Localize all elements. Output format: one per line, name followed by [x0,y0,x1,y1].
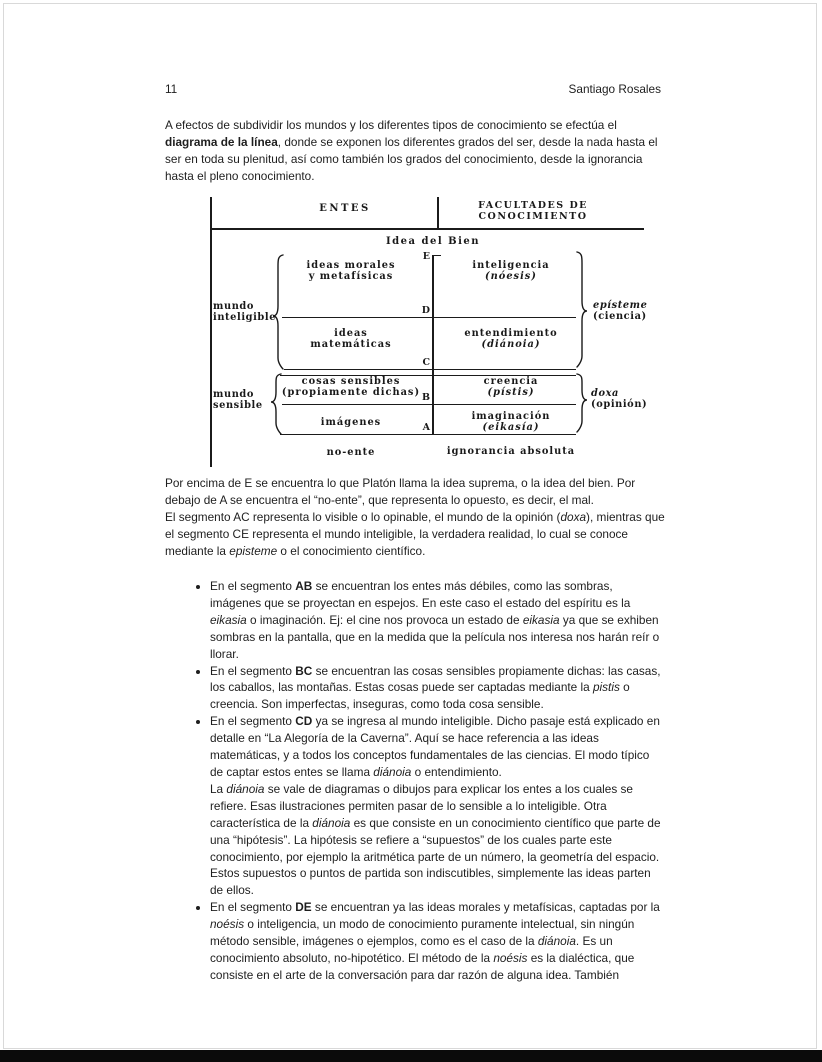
explanation-paragraph: Por encima de E se encuentra lo que Platón llama la idea suprema, o la idea del bien. Por debajo de A se encuentra el “no-ente”, que representa lo opuesto, es decir, el mal. El segmento AC representa lo visible o lo opinable, el mundo de la opinión (doxa), mientras que el segmento CE representa el mundo inteligible, la verdadera realidad, lo cual se conoce mediante la episteme o el conocimiento científico. [165,476,665,558]
cell-entendimiento: entendimiento (diánoia) [464,328,558,350]
mundo-sensible-line1: mundo [213,389,254,400]
cell-imaginacion: imaginación (eikasía) [471,411,551,433]
cell-creencia: creencia (pístis) [483,376,539,398]
segment-bullet-list [165,578,665,984]
division-line-c-upper [284,369,576,371]
mundo-inteligible-line1: mundo [213,301,254,312]
bullet-segment-bc: • En el segmento BC se encuentran las cosas sensibles propiamente dichas: las casas, los caballos, las montañas. Estas cosas puede ser captadas mediante la pistis o creencia. Son imperfectas, inseguras, como toda cosa sensible. [210,663,665,714]
division-line-d [282,317,576,319]
doxa-line1: doxa [591,388,619,399]
intro-paragraph: A efectos de subdividir los mundos y los diferentes tipos de conocimiento se efectúa el diagrama de la línea, donde se exponen los diferentes grados del ser, desde la nada hasta el ser en toda su plenitud, así como también los grados del conocimiento, desde la ignorancia hasta el pleno conocimiento. [165,118,658,183]
bullet-list [165,578,665,984]
episteme-label [593,300,647,322]
axis-top-tick [433,255,441,257]
diagram-header-facultades-line1: FACULTADES DE [478,200,588,211]
diagram-header-rule [210,228,644,230]
cell-cosas-sensibles: cosas sensibles (propiamente dichas) [281,376,421,398]
diagram-left-border [210,197,212,467]
doxa-label [591,388,647,410]
divided-line-diagram [210,197,650,477]
cell-ideas-morales: ideas morales y metafísicas [306,260,396,282]
division-line-a [280,434,576,436]
diagram-header-facultades-line2: CONOCIMIENTO [478,210,588,222]
cell-ideas-matematicas: ideas matemáticas [310,328,392,350]
bullet-segment-cd: • En el segmento CD ya se ingresa al mundo inteligible. Dicho pasaje está explicado en detalle en “La Alegoría de la Caverna”. Aquí se hace referencia a las ideas matemáticas, y a todos los conceptos fundamentales de las ciencias. El modo típico de captar estos entes se llama diánoia o entendimiento. La diánoia se vale de diagramas o dibujos para explicar los entes a los cuales se refiere. Esas ilustraciones permiten pasar de lo sensible a lo inteligible. Otra característica de la diánoia es que consiste en un conocimiento científico que parte de una “hipótesis”. La hipótesis se refiere a “supuestos” de los cuales parte este conocimiento, por ejemplo la aritmética parte de un número, la geometría del espacio. Estos supuestos o puntos de partida son indiscutibles, simplemente las ideas parten de ellos. [210,713,665,899]
diagram-header-divider [437,197,439,229]
cell-imagenes: imágenes [320,417,382,428]
cell-inteligencia: inteligencia (nóesis) [472,260,550,282]
doxa-line2: (opinión) [591,399,648,410]
segment-letter-a: A [422,422,430,433]
episteme-line1: epísteme [593,300,648,311]
no-ente-label: no-ente [326,447,376,458]
diagram-header-facultades [458,201,608,222]
mundo-sensible-line2: sensible [213,400,263,411]
division-line-b [282,404,576,406]
diagram-header-entes: ENTES [319,203,371,214]
segment-letter-d: D [421,305,430,316]
segment-letter-c: C [422,357,430,368]
bottom-black-bar [0,1050,822,1062]
episteme-line2: (ciencia) [593,311,647,322]
author-name: Santiago Rosales [568,82,661,96]
ignorancia-absoluta-label: ignorancia absoluta [446,446,576,457]
idea-del-bien-label: Idea del Bien [385,236,480,247]
mundo-inteligible-label [213,301,276,323]
bullet-segment-de: • En el segmento DE se encuentran ya las ideas morales y metafísicas, captadas por la noésis o inteligencia, un modo de conocimiento puramente intelectual, sin ningún método sensible, imágenes o ejemplos, como es el caso de la diánoia. Es un conocimiento absoluto, no-hipotético. El método de la noésis es la dialéctica, que consiste en el arte de la conversación para dar razón de alguna idea. También [210,899,665,984]
bullet-segment-ab: • En el segmento AB se encuentran los entes más débiles, como las sombras, imágenes que se proyectan en espejos. En este caso el estado del espíritu es la eikasia o imaginación. Ej: el cine nos provoca un estado de eikasia ya que se exhiben sombras en la pantalla, que en la medida que la película nos interesa nos harán reír o llorar. [210,578,665,663]
mundo-inteligible-line2: inteligible [213,312,277,323]
page-number: 11 [165,82,178,96]
segment-letter-e: E [422,251,430,262]
segment-letter-b: B [421,392,430,403]
